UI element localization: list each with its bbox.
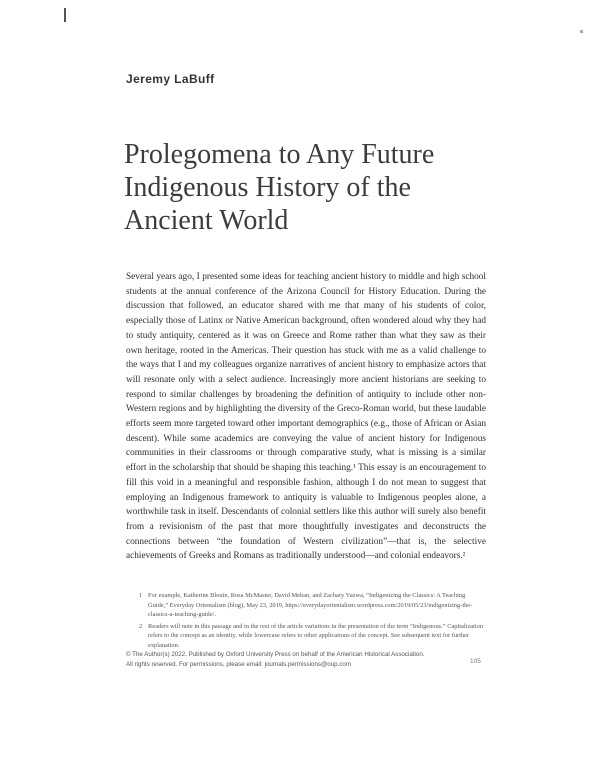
footnotes [139, 591, 486, 652]
scan-artifact-mark [64, 8, 66, 22]
footnote [139, 591, 486, 620]
scan-artifact-dot [580, 30, 583, 33]
footnote-text: Readers will note in this passage and in the rest of the article variations in the presentation of the term “Indigenous.” Capitalization refers to the concept as an identity, while lowercase refers to other applications of the concept. See subsequent text for further explanation. [148, 622, 484, 649]
title-line: Indigenous History of the [124, 172, 411, 203]
footnote-number: 2 [139, 622, 143, 630]
footnote-number: 1 [139, 592, 143, 599]
article-title [124, 138, 464, 237]
author-name: Jeremy LaBuff [126, 72, 215, 86]
title-line: Prolegomena to Any Future [124, 139, 435, 170]
copyright-notice [126, 650, 486, 669]
copyright-line: © The Author(s) 2022. Published by Oxford University Press on behalf of the American Historical Association. [126, 651, 425, 658]
body-paragraph: Several years ago, I presented some ideas for teaching ancient history to middle and high school students at the annual conference of the Arizona Council for History Education. During the discussion that followed, an educator shared with me that many of his students of color, especially those of Latinx or Native American background, often wondered aloud why they had to study antiquity, centered as it was on Greece and Rome rather than what they saw as their own heritage, rooted in the Americas. Their question has stuck with me as a valid challenge to the ways that I and my colleagues organize narratives of ancient history to emphasize actors that will resonate only with a select audience. Increasingly more ancient historians are seeking to respond to similar challenges by broadening the definition of antiquity to include other non-Western regions and by highlighting the diversity of the Greco-Roman world, but these laudable efforts seem more targeted toward other important demographics (e.g., those of African or Asian descent). While some academics are conveying the value of ancient history for Indigenous communities in their classrooms or through comparative study, what is missing is a similar effort in the scholarship that should be shaping this teaching.¹ This essay is an encouragement to fill this void in a meaningful and responsible fashion, although I do not mean to suggest that employing an Indigenous framework to antiquity is valuable to Indigenous peoples alone, a worthwhile task in itself. Descendants of colonial settlers like this author will surely also benefit from a revisionism of the past that more thoughtfully investigates and deconstructs the connections between “the foundation of Western civilization”—that is, the selective achievements of Greeks and Romans as traditionally understood—and colonial endeavors.² [126, 272, 486, 562]
footnote-text: For example, Katherine Blouin, Rosa McMaster, David Meban, and Zachary Yuzwa, “Indigenizing the Classics: A Teaching Guide,” Everyday Orientalism (blog), May 23, 2019, https://everydayorientalism.wordpress.com/2019/05/23/indigenizing-the-classics-a-teaching-guide/. [148, 592, 473, 618]
permissions-line: All rights reserved. For permissions, please email: journals.permissions@oup.com [126, 660, 351, 668]
page-number: 105 [470, 658, 481, 665]
title-line: Ancient World [124, 205, 289, 236]
footnote [139, 622, 486, 651]
